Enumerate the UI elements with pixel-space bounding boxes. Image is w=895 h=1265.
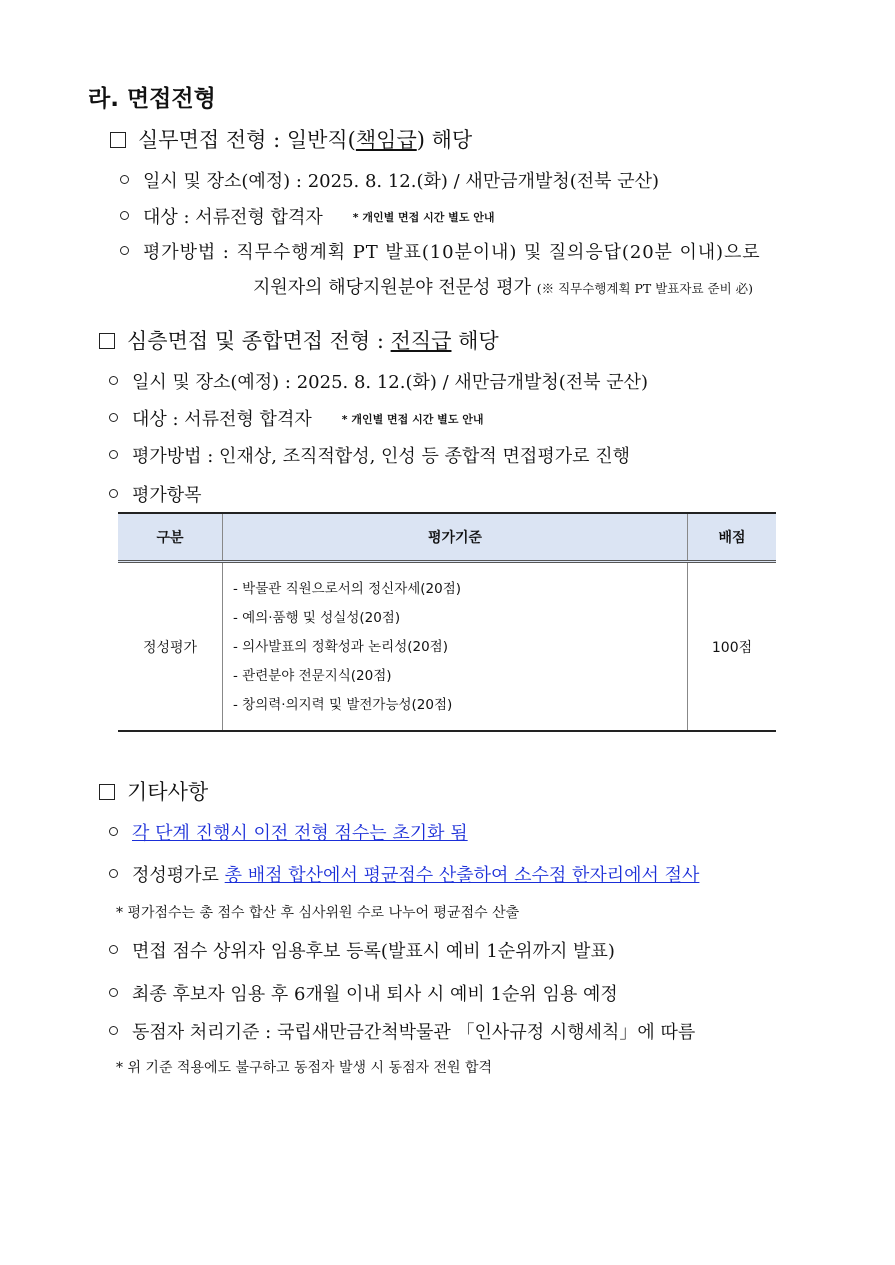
- section3-item1: [109, 819, 468, 845]
- section2-method: [109, 442, 630, 468]
- section1-title-suffix: ) 해당: [416, 128, 473, 152]
- section3-item5: [109, 1018, 695, 1044]
- section3-note2: * 위 기준 적용에도 불구하고 동점자 발생 시 동점자 전원 합격: [116, 1060, 493, 1076]
- evaluation-table: [118, 512, 776, 732]
- section1-method-note: (※ 직무수행계획 PT 발표자료 준비 必): [536, 281, 753, 296]
- header-criteria: 평가기준: [223, 513, 688, 562]
- criteria-item: - 예의·품행 및 성실성(20점): [233, 610, 401, 626]
- section1-target-note: * 개인별 면접 시간 별도 안내: [352, 211, 495, 224]
- section1-method-cont-text: 지원자의 해당지원분야 전문성 평가: [253, 277, 531, 298]
- section2-target: [109, 405, 484, 431]
- criteria-item: - 창의력·의지력 및 발전가능성(20점): [233, 697, 453, 713]
- section1-target: [120, 203, 495, 229]
- circle-bullet-icon: [109, 450, 118, 459]
- section2-target-text: 대상 : 서류전형 합격자: [132, 409, 312, 430]
- circle-bullet-icon: [109, 988, 118, 997]
- section3-item3: [109, 937, 615, 963]
- section3-item2-highlight: 총 배점 합산에서 평균점수 산출하여 소수점 한자리에서 절사: [224, 865, 700, 886]
- section2-target-note: * 개인별 면접 시간 별도 안내: [341, 413, 484, 426]
- section3-item2: [109, 861, 699, 887]
- header-category: 구분: [118, 513, 223, 562]
- circle-bullet-icon: [120, 246, 129, 255]
- section1-method-text: 평가방법 : 직무수행계획 PT 발표(10분이내) 및 질의응답(20분 이내)으로: [143, 242, 761, 263]
- checkbox-square-icon: [99, 784, 115, 800]
- criteria-item: - 관련분야 전문지식(20점): [233, 668, 392, 684]
- section2-schedule-text: 일시 및 장소(예정) : 2025. 8. 12.(화) / 새만금개발청(전북 군산): [132, 372, 649, 393]
- section2-items: [109, 481, 202, 507]
- section1-title-underlined: 책임급: [355, 128, 417, 152]
- table-row: [118, 562, 776, 732]
- section1-title-text: 실무면접 전형 : 일반직(: [138, 128, 356, 152]
- section3-item5-text: 동점자 처리기준 : 국립새만금간척박물관 「인사규정 시행세칙」에 따름: [132, 1022, 696, 1043]
- circle-bullet-icon: [109, 869, 118, 878]
- section-heading: 라. 면접전형: [88, 86, 216, 112]
- section3-item4-text: 최종 후보자 임용 후 6개월 이내 퇴사 시 예비 1순위 임용 예정: [132, 984, 618, 1005]
- score-cell: 100점: [688, 562, 777, 732]
- section1-method-cont: [253, 273, 753, 299]
- header-score: 배점: [688, 513, 777, 562]
- section3-title-text: 기타사항: [127, 780, 209, 804]
- circle-bullet-icon: [109, 413, 118, 422]
- section3-title: [99, 776, 208, 806]
- section2-schedule: [109, 368, 648, 394]
- table-header-row: [118, 513, 776, 562]
- section2-title: [99, 325, 499, 355]
- section2-method-text: 평가방법 : 인재상, 조직적합성, 인성 등 종합적 면접평가로 진행: [132, 446, 630, 467]
- section3-item4: [109, 980, 618, 1006]
- circle-bullet-icon: [120, 211, 129, 220]
- section1-schedule-text: 일시 및 장소(예정) : 2025. 8. 12.(화) / 새만금개발청(전북 군산): [143, 171, 660, 192]
- circle-bullet-icon: [109, 489, 118, 498]
- section2-title-underlined: 전직급: [390, 329, 452, 353]
- section3-note1: * 평가점수는 총 점수 합산 후 심사위원 수로 나누어 평균점수 산출: [116, 905, 520, 921]
- criteria-cell: [223, 562, 688, 732]
- section2-title-suffix: 해당: [451, 329, 499, 353]
- section1-method: [120, 238, 761, 264]
- checkbox-square-icon: [110, 132, 126, 148]
- circle-bullet-icon: [109, 376, 118, 385]
- category-cell: 정성평가: [118, 562, 223, 732]
- circle-bullet-icon: [109, 945, 118, 954]
- section3-item2-text: 정성평가로: [132, 865, 225, 886]
- section3-item3-text: 면접 점수 상위자 임용후보 등록(발표시 예비 1순위까지 발표): [132, 941, 615, 962]
- section1-target-text: 대상 : 서류전형 합격자: [143, 207, 323, 228]
- section1-title: [110, 124, 472, 154]
- criteria-item: - 박물관 직원으로서의 정신자세(20점): [233, 581, 462, 597]
- checkbox-square-icon: [99, 333, 115, 349]
- criteria-item: - 의사발표의 정확성과 논리성(20점): [233, 639, 448, 655]
- criteria-list: [223, 563, 687, 730]
- section2-items-text: 평가항목: [132, 485, 202, 506]
- section1-schedule: [120, 167, 659, 193]
- circle-bullet-icon: [120, 175, 129, 184]
- section2-title-text: 심층면접 및 종합면접 전형 :: [127, 329, 391, 353]
- circle-bullet-icon: [109, 827, 118, 836]
- section3-item1-text: 각 단계 진행시 이전 전형 점수는 초기화 됨: [132, 823, 468, 844]
- circle-bullet-icon: [109, 1026, 118, 1035]
